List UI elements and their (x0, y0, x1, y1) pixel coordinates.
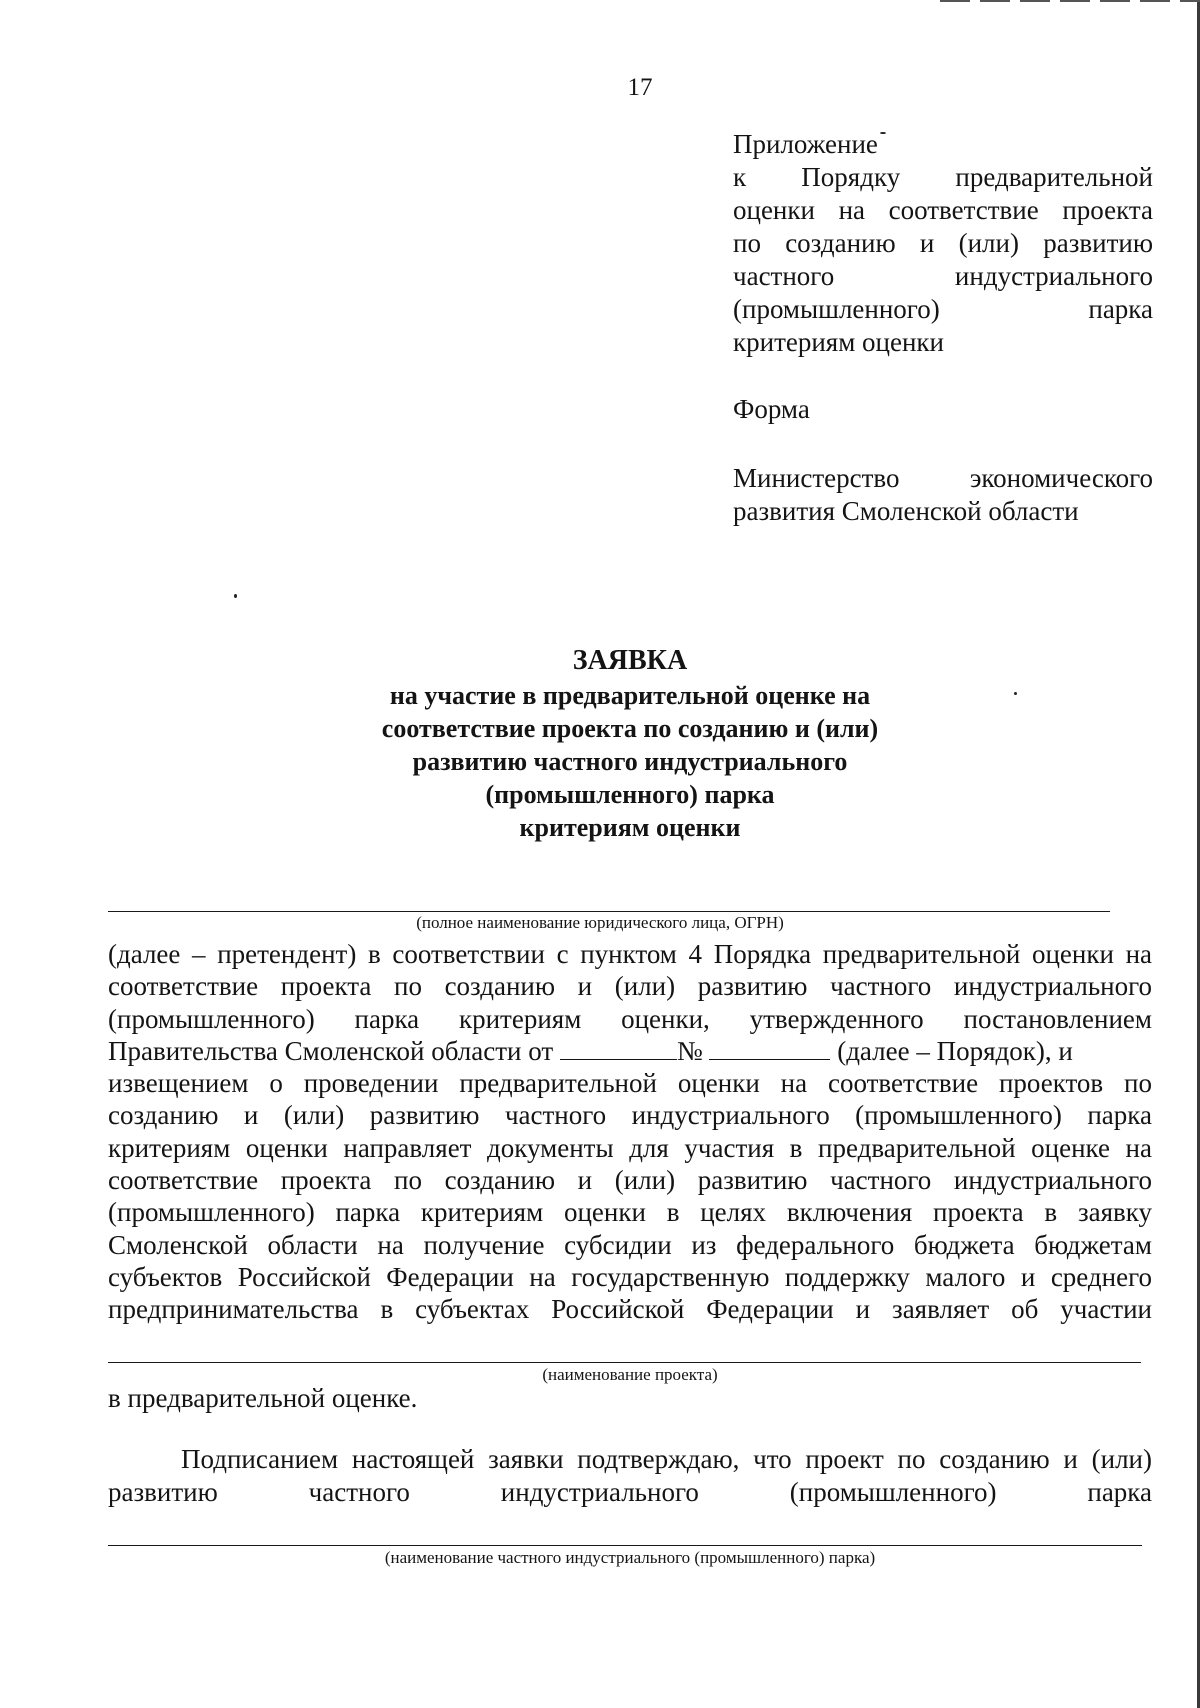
number-sign: № (676, 1035, 703, 1066)
body-line: Смоленской области на получение субсидии из федерального бюджета бюджетам (108, 1229, 1152, 1260)
title-main: ЗАЯВКА (572, 645, 688, 676)
body-line: (промышленного) парка критериям оценки, утвержденного постановлением (108, 1003, 1152, 1034)
number-fill-line[interactable] (709, 1037, 830, 1060)
legal-entity-caption: (полное наименование юридического лица, ОГРН) (416, 913, 784, 932)
body-line: (далее – претендент) в соответствии с пунктом 4 Порядка предварительной оценки на (108, 939, 1152, 969)
recipient-block (733, 462, 1153, 528)
scan-edge-top (940, 0, 1200, 2)
body-line: критериям оценки направляет документы для участия в предварительной оценке на (108, 1132, 1152, 1163)
body-line: извещением о проведении предварительной оценки на соответствие проектов по (108, 1068, 1152, 1099)
scan-speck (1014, 692, 1017, 695)
title-line: развитию частного индустриального (412, 747, 848, 776)
project-name-caption: (наименование проекта) (542, 1365, 718, 1384)
park-name-caption: (наименование частного индустриального (промышленного) парка) (384, 1548, 876, 1567)
scan-speck (234, 594, 237, 598)
confirmation-paragraph (108, 1443, 1152, 1509)
body-line-text: Правительства Смоленской области от (108, 1035, 554, 1066)
appendix-line: к Порядку предварительной (733, 162, 1153, 192)
body-line-with-blanks (108, 1035, 1152, 1067)
body-line: развитию частного индустриального (промышленного) парка (108, 1477, 1152, 1507)
body-line: предпринимательства в субъектах Российской Федерации и заявляет об участии (108, 1294, 1152, 1325)
body-line: Подписанием настоящей заявки подтверждаю, что проект по созданию и (или) (181, 1444, 1152, 1474)
title-line: (промышленного) парка (485, 780, 775, 809)
body-line: соответствие проекта по созданию и (или) развитию частного индустриального (108, 1165, 1152, 1196)
after-project-text: в предварительной оценке. (108, 1383, 418, 1413)
body-line: созданию и (или) развитию частного индустриального (промышленного) парка (108, 1100, 1152, 1131)
body-line: (промышленного) парка критериям оценки в целях включения проекта в заявку (108, 1197, 1152, 1228)
appendix-line: частного индустриального (733, 261, 1153, 291)
recipient-line: развития Смоленской области (733, 496, 1079, 526)
page-number: 17 (627, 74, 653, 101)
appendix-line: оценки на соответствие проекта (733, 195, 1153, 225)
appendix-line: по созданию и (или) развитию (733, 228, 1153, 258)
body-paragraph (108, 938, 1152, 1326)
appendix-title: Приложение (733, 129, 878, 159)
project-name-fill-line[interactable] (108, 1362, 1141, 1363)
title-line: соответствие проекта по созданию и (или) (381, 714, 879, 743)
appendix-block (733, 128, 1153, 359)
park-name-fill-line[interactable] (108, 1545, 1142, 1546)
body-line: соответствие проекта по созданию и (или) развитию частного индустриального (108, 971, 1152, 1002)
title-line: на участие в предварительной оценке на (389, 681, 871, 710)
form-label: Форма (733, 394, 810, 424)
recipient-line: Министерство экономического (733, 463, 1153, 493)
date-fill-line[interactable] (560, 1037, 677, 1060)
appendix-line: критериям оценки (733, 327, 945, 357)
body-line: субъектов Российской Федерации на государственную поддержку малого и среднего (108, 1261, 1152, 1292)
title-line: критериям оценки (519, 813, 741, 842)
body-line-text: (далее – Порядок), и (837, 1035, 1073, 1066)
legal-entity-fill-line[interactable] (108, 911, 1110, 912)
scan-speck (880, 132, 886, 134)
appendix-line: (промышленного) парка (733, 294, 1153, 324)
document-title (280, 644, 980, 844)
